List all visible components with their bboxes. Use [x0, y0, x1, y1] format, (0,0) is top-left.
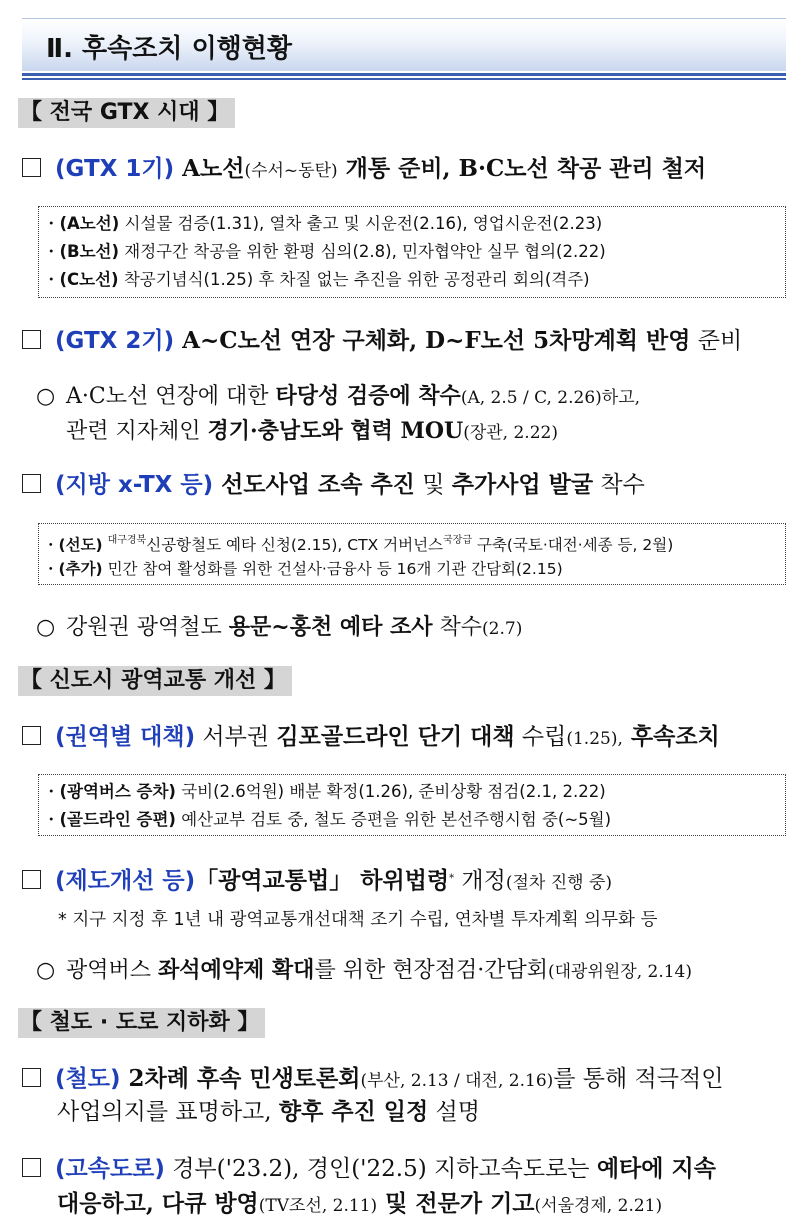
item-gtx2 [22, 326, 742, 356]
circle-bullet-icon: ○ [36, 615, 56, 640]
item-paren: (수서~동탄) [244, 161, 338, 181]
detail-line: ・(B노선) 재정구간 착공을 위한 환평 심의(2.8), 민자협약안 실무 협의(2.22) [43, 242, 606, 261]
item-bold: A~C노선 연장 구체화, D~F노선 5차망계획 반영 [174, 327, 691, 354]
section-header-newtown: 【 신도시 광역교통 개선 】 [18, 666, 292, 696]
title-underline-2 [22, 78, 786, 80]
section-header-gtx: 【 전국 GTX 시대 】 [18, 98, 235, 128]
checkbox-icon [22, 726, 41, 745]
checkbox-icon [22, 474, 41, 493]
title-underline [22, 73, 786, 76]
item-tag: (지방 x-TX 등) [55, 472, 214, 498]
checkbox-icon [22, 1068, 41, 1087]
detail-box-local [38, 523, 786, 585]
item-region: (권역별 대책) 서부권 김포골드라인 단기 대책 수립(1.25), 후속조치 [22, 722, 720, 754]
detail-line: ・(A노선) 시설물 검증(1.31), 열차 출고 및 시운전(2.16), 영업시운전(2.23) [43, 214, 603, 233]
item-tag: (철도) [55, 1066, 121, 1092]
detail-line: ・(C노선) 착공기념식(1.25) 후 차질 없는 추진을 위한 공정관리 회의(격주) [43, 270, 590, 289]
page-title: Ⅱ. 후속조치 이행현황 [46, 34, 293, 64]
circle-item-gtx2-cont: 관련 지자체인 경기·충남도와 협력 MOU(장관, 2.22) [66, 418, 558, 444]
item-road: (고속도로) 경부('23.2), 경인('22.5) 지하고속도로는 예타에 지속 [22, 1154, 716, 1184]
item-tag: (권역별 대책) [55, 724, 196, 750]
item-tag: (제도개선 등) [55, 868, 196, 894]
circle-item-local: ○ 강원권 광역철도 용문~홍천 예타 조사 착수(2.7) [36, 612, 522, 644]
item-bold: 개통 준비, B·C노선 착공 관리 철저 [337, 155, 707, 182]
item-bold: A노선 [174, 155, 245, 182]
item-system: (제도개선 등)「광역교통법」 하위법령* 개정(절차 진행 중) [22, 864, 612, 898]
checkbox-icon [22, 158, 41, 177]
item-rail-cont: 사업의지를 표명하고, 향후 추진 일정 설명 [57, 1098, 480, 1125]
checkbox-icon [22, 870, 41, 889]
checkbox-icon [22, 1158, 41, 1177]
title-banner [22, 18, 786, 78]
detail-line: ・(골드라인 증편) 예산교부 검토 중, 철도 증편을 위한 본선주행시험 중(~5월) [43, 810, 612, 829]
item-road-cont: 대응하고, 다큐 방영(TV조선, 2.11) 및 전문가 기고(서울경제, 2.21) [57, 1190, 663, 1217]
detail-box-gtx1 [38, 206, 786, 298]
item-gtx1 [22, 154, 706, 186]
section-header-underground: 【 철도 · 도로 지하화 】 [18, 1008, 265, 1038]
item-tag: (GTX 1기) [55, 156, 175, 182]
circle-bullet-icon: ○ [36, 384, 56, 409]
item-tag: (GTX 2기) [55, 328, 175, 354]
detail-box-region [38, 774, 786, 836]
item-rail: (철도) 2차례 후속 민생토론회(부산, 2.13 / 대전, 2.16)를 통해 적극적인 [22, 1064, 723, 1096]
circle-bullet-icon: ○ [36, 958, 56, 983]
footnote: * 지구 지정 후 1년 내 광역교통개선대책 조기 수립, 연차별 투자계획 의무화 등 [58, 910, 658, 930]
item-text: 준비 [690, 328, 743, 354]
detail-line: ・(선도) $^{대구경북}$신공항철도 예타 신청(2.15), CTX 거버넌스$^{국장급}$ 구축(국토·대전·세종 등, 2월) [43, 535, 674, 554]
circle-item-gtx2: ○ A·C노선 연장에 대한 타당성 검증에 착수(A, 2.5 / C, 2.26)하고, [36, 381, 640, 413]
detail-line: ・(광역버스 증차) 국비(2.6억원) 배분 확정(1.26), 준비상황 점검(2.1, 2.22) [43, 782, 606, 801]
detail-line: ・(추가) 민간 참여 활성화를 위한 건설사·금융사 등 16개 기관 간담회(2.15) [43, 560, 563, 578]
checkbox-icon [22, 330, 41, 349]
circle-item-system: ○ 광역버스 좌석예약제 확대를 위한 현장점검·간담회(대광위원장, 2.14) [36, 955, 692, 987]
item-local: (지방 x-TX 등) 선도사업 조속 추진 및 추가사업 발굴 착수 [22, 470, 645, 500]
item-tag: (고속도로) [55, 1156, 165, 1182]
